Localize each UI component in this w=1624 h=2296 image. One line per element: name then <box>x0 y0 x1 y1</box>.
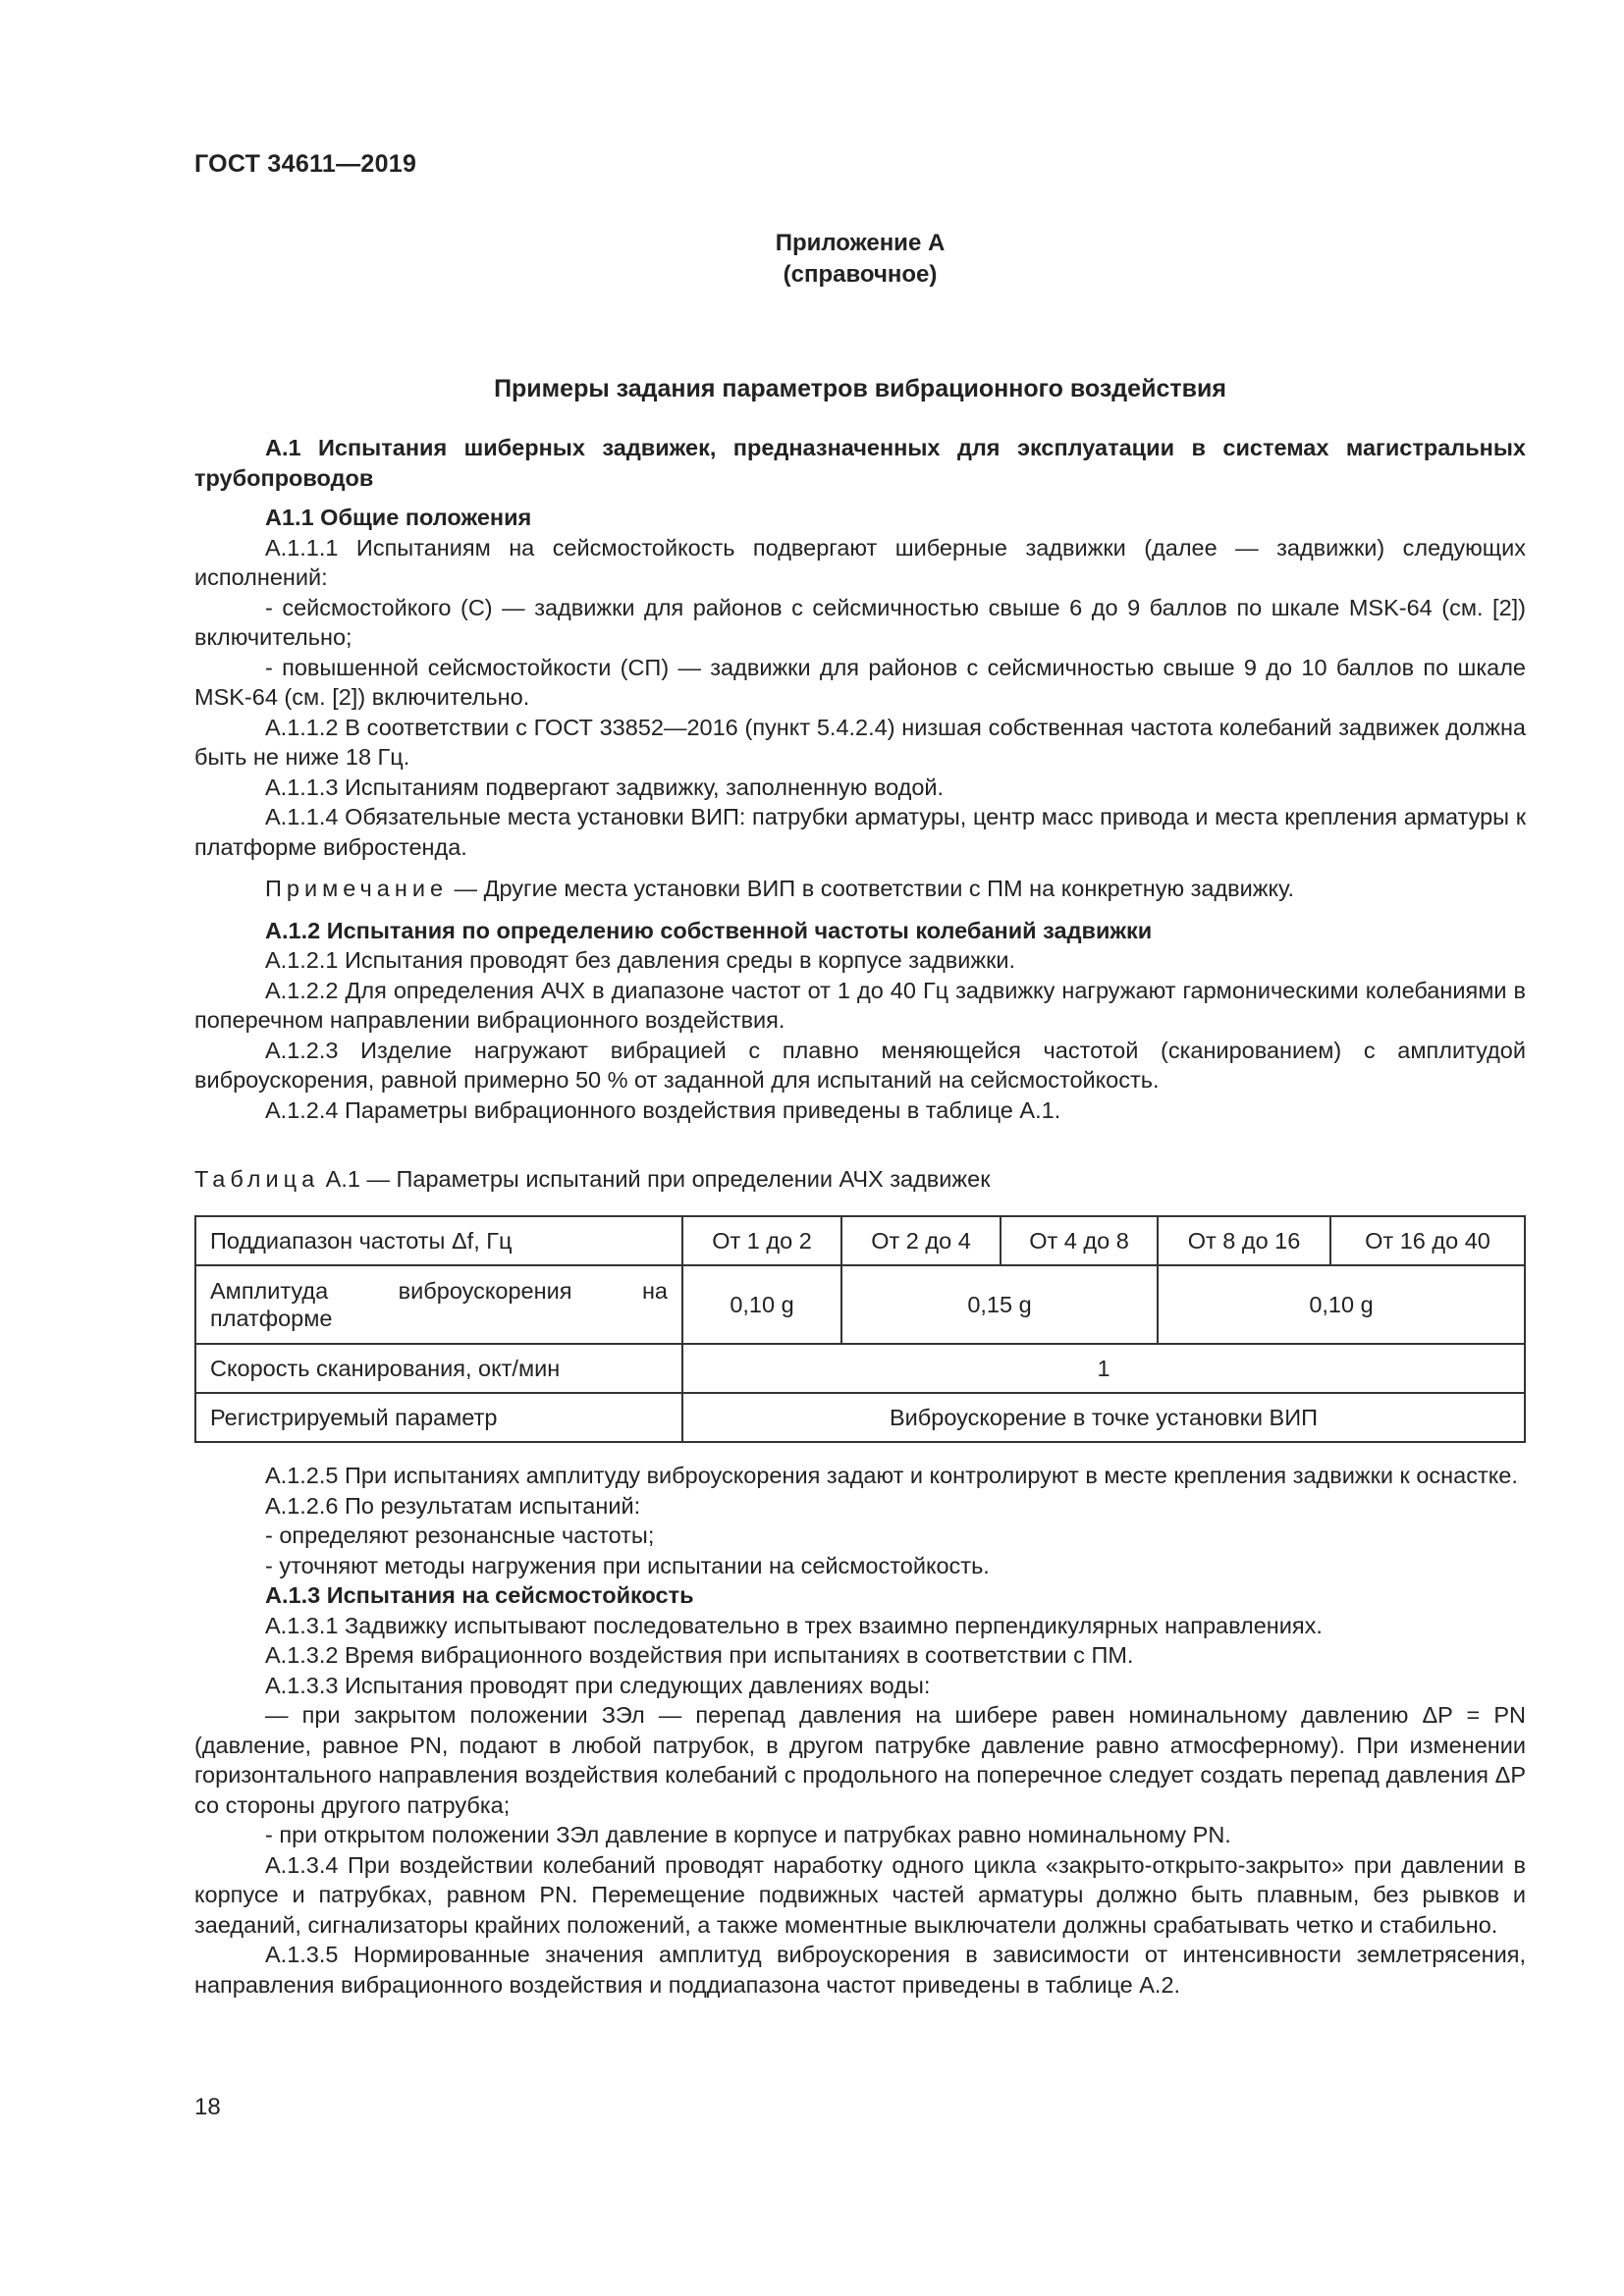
table-cell: От 16 до 40 <box>1330 1216 1525 1265</box>
heading-a11: А1.1 Общие положения <box>265 505 532 530</box>
list-item: - при открытом положении ЗЭл давление в корпусе и патрубках равно номинальному PN. <box>265 1822 1231 1847</box>
note-label: Примечание <box>265 876 449 901</box>
table-row <box>195 1265 1525 1344</box>
table-cell: Регистрируемый параметр <box>195 1393 682 1442</box>
paragraph: А.1.1.4 Обязательные места установки ВИП: патрубки арматуры, центр масс привода и места крепления арматуры к платформе вибростенда. <box>194 804 1526 860</box>
section-heading: Примеры задания параметров вибрационного воздействия <box>494 375 1226 402</box>
table-cell: От 8 до 16 <box>1158 1216 1330 1265</box>
table-row <box>195 1216 1525 1265</box>
paragraph: А.1.2.4 Параметры вибрационного воздействия приведены в таблице А.1. <box>265 1096 1061 1123</box>
list-item: - сейсмостойкого (С) — задвижки для районов с сейсмичностью свыше 6 до 9 баллов по шкале MSK-64 (см. [2]) включительно; <box>194 594 1526 650</box>
heading-a13: А.1.3 Испытания на сейсмостойкость <box>265 1582 694 1608</box>
table-cell: Скорость сканирования, окт/мин <box>195 1344 682 1393</box>
page-number: 18 <box>194 2094 221 2120</box>
table-cell: 0,15 g <box>841 1265 1158 1344</box>
table-caption <box>194 1166 1526 1193</box>
paragraph: А.1.3.2 Время вибрационного воздействия при испытаниях в соответствии с ПМ. <box>265 1642 1134 1668</box>
note-text: — Другие места установки ВИП в соответствии с ПМ на конкретную задвижку. <box>448 876 1294 901</box>
paragraph: А.1.2.2 Для определения АЧХ в диапазоне частот от 1 до 40 Гц задвижку нагружают гармоническими колебаниями в поперечном направлении вибрационного воздействия. <box>194 977 1526 1033</box>
paragraph: А.1.2.1 Испытания проводят без давления среды в корпусе задвижки. <box>265 947 1016 973</box>
list-item: — при закрытом положении ЗЭл — перепад давления на шибере равен номинальному давлению ΔP = PN (давление, равное PN, подают в любой патрубок, в другом патрубке давление равно атмосферному). При изменении горизонтального направления воздействия колебаний с продольного на поперечное следует создать перепад давления ΔP со стороны другого патрубка; <box>194 1702 1526 1818</box>
paragraph: А.1.3.3 Испытания проводят при следующих давлениях воды: <box>265 1672 931 1698</box>
table-row <box>195 1344 1525 1393</box>
list-item: - повышенной сейсмостойкости (СП) — задвижки для районов с сейсмичностью свыше 9 до 10 баллов по шкале MSK-64 (см. [2]) включительно. <box>194 654 1526 710</box>
paragraph: А.1.1.3 Испытаниям подвергают задвижку, заполненную водой. <box>265 774 945 800</box>
table-caption-text: А.1 — Параметры испытаний при определении АЧХ задвижек <box>319 1166 991 1192</box>
table-row <box>195 1393 1525 1442</box>
paragraph: А.1.3.4 При воздействии колебаний проводят наработку одного цикла «закрыто-открыто-закрыто» при давлении в корпусе и патрубках, равном PN. Перемещение подвижных частей арматуры должно быть плавным, без рывков и заеданий, сигнализаторы крайних положений, а также моментные выключатели должны срабатывать четко и стабильно. <box>194 1851 1526 1938</box>
heading-a1: А.1 Испытания шиберных задвижек, предназначенных для эксплуатации в системах магистральных трубопроводов <box>194 435 1526 491</box>
table-cell: 1 <box>682 1344 1525 1393</box>
appendix-header <box>194 228 1526 291</box>
appendix-subtitle: (справочное) <box>783 261 938 288</box>
paragraph: А.1.2.3 Изделие нагружают вибрацией с плавно меняющейся частотой (сканированием) с амплитудой виброускорения, равной примерно 50 % от заданной для испытаний на сейсмостойкость. <box>194 1037 1526 1093</box>
table-cell: От 2 до 4 <box>841 1216 1001 1265</box>
paragraph: А.1.3.1 Задвижку испытывают последовательно в трех взаимно перпендикулярных направлениях. <box>265 1612 1323 1638</box>
paragraph: А.1.2.5 При испытаниях амплитуду виброускорения задают и контролируют в месте крепления задвижки к оснастке. <box>265 1463 1518 1488</box>
table-cell: Виброускорение в точке установки ВИП <box>682 1393 1525 1442</box>
section-a1 <box>194 433 1526 1125</box>
table-a1 <box>194 1215 1526 1443</box>
paragraph: А.1.1.2 В соответствии с ГОСТ 33852—2016 (пункт 5.4.2.4) низшая собственная частота колебаний задвижек должна быть не ниже 18 Гц. <box>194 714 1526 770</box>
table-cell: 0,10 g <box>1158 1265 1525 1344</box>
list-item: - определяют резонансные частоты; <box>265 1522 655 1548</box>
paragraph: А.1.1.1 Испытаниям на сейсмостойкость подвергают шиберные задвижки (далее — задвижки) следующих исполнений: <box>194 534 1526 590</box>
heading-a12: А.1.2 Испытания по определению собственной частоты колебаний задвижки <box>265 917 1153 943</box>
table-cell: 0,10 g <box>682 1265 841 1344</box>
table-cell: Поддиапазон частоты Δf, Гц <box>195 1216 682 1265</box>
note <box>194 874 1526 904</box>
list-item: - уточняют методы нагружения при испытании на сейсмостойкость. <box>265 1552 990 1578</box>
table-caption-label: Таблица <box>194 1166 320 1192</box>
appendix-title: Приложение А <box>775 230 946 256</box>
standard-number: ГОСТ 34611—2019 <box>194 150 417 178</box>
table-cell: Амплитуда виброускорения на платформе <box>195 1265 682 1344</box>
table-cell: От 4 до 8 <box>1001 1216 1158 1265</box>
paragraph: А.1.3.5 Нормированные значения амплитуд виброускорения в зависимости от интенсивности землетрясения, направления вибрационного воздействия и поддиапазона частот приведены в таблице А.2. <box>194 1942 1526 1998</box>
paragraph: А.1.2.6 По результатам испытаний: <box>265 1492 641 1519</box>
table-cell: От 1 до 2 <box>682 1216 841 1265</box>
section-a1-cont <box>194 1461 1526 2000</box>
